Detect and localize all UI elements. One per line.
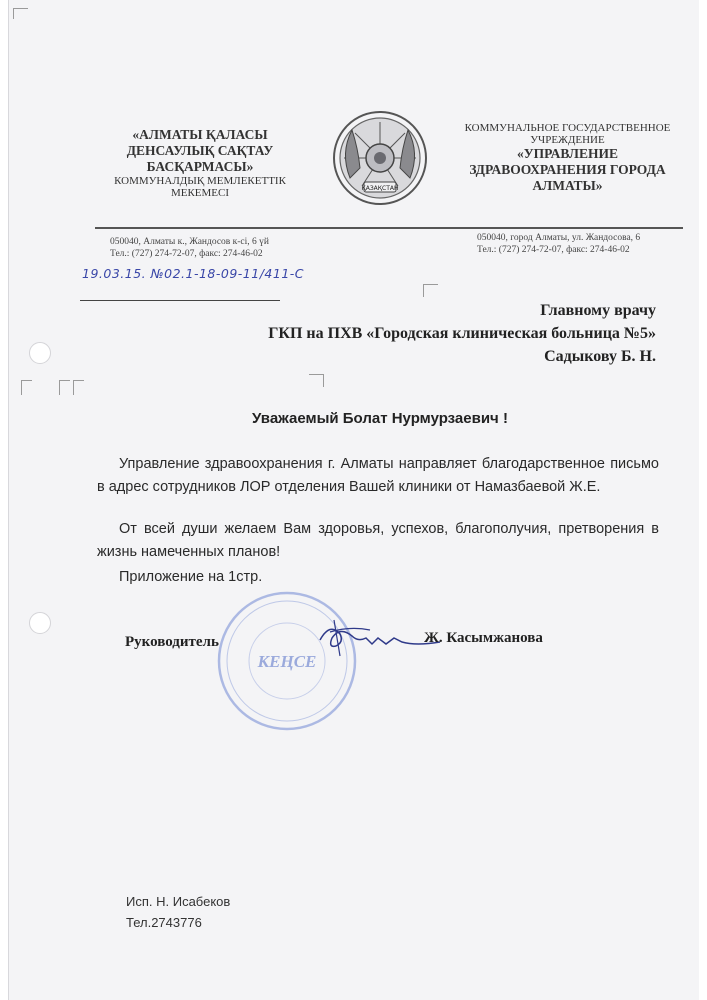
letter-paragraph-1-text: Управление здравоохранения г. Алматы направляет благодарственное письмо в адрес сотрудников ЛОР отделения Вашей клиники от Намазбаевой Ж.Е. bbox=[97, 456, 659, 495]
org-name-russian: «УПРАВЛЕНИЕ ЗДРАВООХРАНЕНИЯ ГОРОДА АЛМАТЫ» bbox=[469, 146, 666, 193]
punch-hole-bottom bbox=[29, 612, 51, 634]
attachment-note: Приложение на 1стр. bbox=[119, 569, 263, 585]
executor-name: Исп. Н. Исабеков bbox=[126, 894, 231, 909]
registration-number: №02.1-18-09-11/411-С bbox=[150, 266, 305, 281]
executor-block bbox=[126, 891, 230, 933]
address-kazakh-line1: 050040, Алматы к., Жандосов к-сі, 6 үй bbox=[110, 237, 269, 247]
addressee-position: Главному врачу bbox=[540, 302, 656, 319]
svg-text:ҚАЗАҚСТАН: ҚАЗАҚСТАН bbox=[361, 185, 399, 192]
address-kazakh bbox=[110, 236, 269, 260]
address-russian bbox=[477, 232, 640, 256]
svg-text:КЕҢСЕ: КЕҢСЕ bbox=[257, 652, 317, 671]
signatory-name: Ж. Касымжанова bbox=[424, 630, 543, 646]
corner-mark bbox=[59, 380, 70, 395]
executor-phone: Тел.2743776 bbox=[126, 915, 202, 930]
letter-paragraph-1 bbox=[97, 453, 659, 499]
address-russian-line1: 050040, город Алматы, ул. Жандосова, 6 bbox=[477, 233, 641, 243]
letterhead-right bbox=[450, 122, 685, 194]
corner-mark bbox=[21, 380, 32, 395]
org-name-kazakh: «АЛМАТЫ ҚАЛАСЫ ДЕНСАУЛЫҚ САҚТАУ БАСҚАРМАСЫ» bbox=[126, 127, 274, 174]
registration-underline bbox=[80, 300, 280, 301]
letter-paragraph-2-text: От всей души желаем Вам здоровья, успехов, благополучия, претворения в жизнь намеченных планов! bbox=[97, 521, 659, 560]
greeting: Уважаемый Болат Нурмурзаевич ! bbox=[252, 410, 508, 427]
letterhead-divider bbox=[95, 227, 683, 229]
org-type-russian: КОММУНАЛЬНОЕ ГОСУДАРСТВЕННОЕ УЧРЕЖДЕНИЕ bbox=[464, 122, 671, 146]
corner-mark bbox=[309, 374, 324, 387]
letterhead-left bbox=[95, 127, 305, 199]
addressee-block bbox=[268, 299, 656, 368]
registration-date: 19.03.15. bbox=[82, 266, 147, 281]
addressee-name: Садыкову Б. Н. bbox=[544, 348, 656, 365]
addressee-organization: ГКП на ПХВ «Городская клиническая больница №5» bbox=[268, 325, 656, 342]
registration-field bbox=[82, 266, 305, 281]
signatory-position: Руководитель bbox=[125, 634, 219, 650]
corner-mark bbox=[13, 8, 28, 19]
corner-mark bbox=[423, 284, 438, 297]
address-kazakh-line2: Тел.: (727) 274-72-07, факс: 274-46-02 bbox=[110, 249, 263, 259]
org-type-kazakh: КОММУНАЛДЫҚ МЕМЛЕКЕТТІК МЕКЕМЕСІ bbox=[114, 175, 286, 199]
address-russian-line2: Тел.: (727) 274-72-07, факс: 274-46-02 bbox=[477, 245, 630, 255]
corner-mark bbox=[73, 380, 84, 395]
state-emblem-icon bbox=[330, 108, 430, 208]
punch-hole-top bbox=[29, 342, 51, 364]
letter-paragraph-2 bbox=[97, 518, 659, 564]
